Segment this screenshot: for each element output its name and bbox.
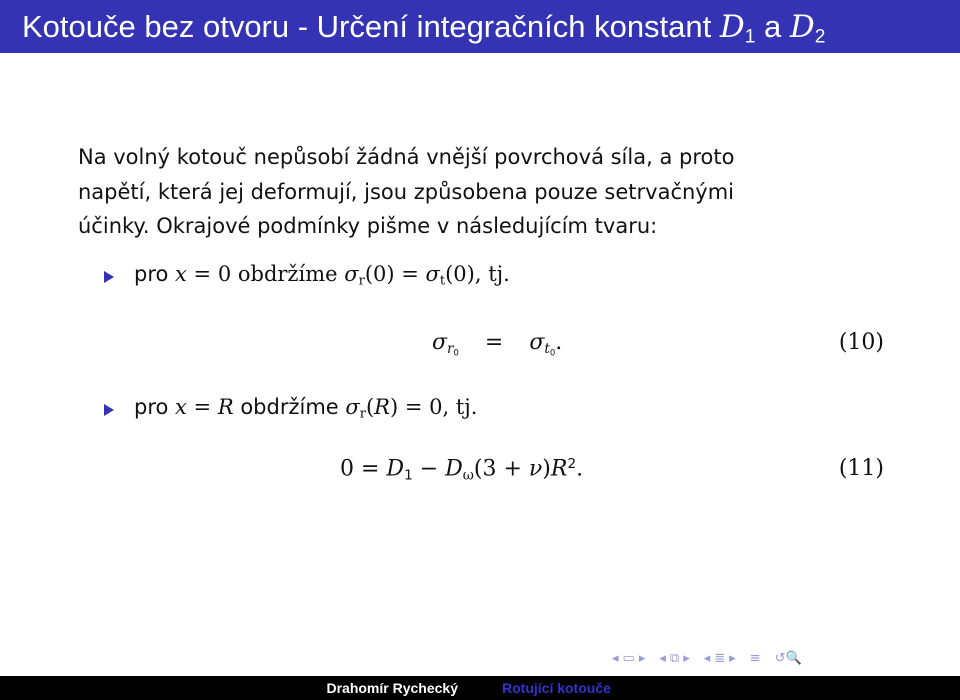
nav-prev-subsection-icon[interactable]: ◂ (659, 650, 666, 666)
slide-title (22, 0, 825, 53)
nav-frame-icon[interactable]: ▭ (622, 650, 635, 666)
equation-11: $0 = D_1 - D_\omega(3 + \nu)R^2$. (340, 456, 584, 484)
intro-paragraph (78, 140, 858, 244)
nav-next-subsection-icon[interactable]: ▸ (683, 650, 690, 666)
nav-search-icon[interactable]: ↺🔍 (774, 650, 802, 666)
title-prefix: Kotouče bez otvoru - Určení integračních konstant (22, 9, 720, 44)
equation-10-number: (10) (838, 330, 884, 355)
nav-next-frame-icon[interactable]: ▸ (638, 650, 646, 666)
bullet-item-x-r: pro x = R obdržíme $\sigma_r(R) = 0$, tj. (134, 395, 478, 422)
title-and: a (755, 9, 790, 44)
nav-prev-frame-icon[interactable]: ◂ (612, 650, 619, 666)
nav-prev-section-icon[interactable]: ◂ (703, 650, 711, 666)
footer-author: Drahomír Rychecký (0, 676, 480, 700)
nav-align-icon[interactable]: ≡ (749, 650, 761, 666)
bullet-triangle-icon (104, 404, 114, 416)
slide-title-bar (0, 0, 960, 53)
title-var-d1: D (719, 9, 745, 45)
intro-line-3: účinky. Okrajové podmínky pišme v následujícím tvaru: (78, 214, 658, 238)
intro-line-1: Na volný kotouč nepůsobí žádná vnější povrchová síla, a proto (78, 145, 735, 169)
title-sub-1: 1 (744, 26, 756, 48)
bullet-triangle-icon (104, 271, 114, 283)
equation-10: $\sigma_{r_0} = \sigma_{t_0}$. (432, 330, 563, 358)
title-var-d2: D (789, 9, 815, 45)
title-sub-2: 2 (814, 26, 826, 48)
nav-subsection-icon[interactable]: ⧉ (669, 650, 680, 666)
equation-11-number: (11) (838, 456, 884, 481)
bullet-item-x-zero: pro x = 0 obdržíme $\sigma_r(0) = \sigma_t(0)$, tj. (134, 262, 510, 289)
nav-section-icon[interactable]: ≣ (714, 650, 726, 666)
intro-line-2: napětí, která jej deformují, jsou způsobena pouze setrvačnými (78, 179, 735, 204)
beamer-navigation-bar (612, 648, 802, 668)
nav-next-section-icon[interactable]: ▸ (729, 650, 736, 666)
footer-topic: Rotující kotouče (480, 676, 960, 700)
slide-footer (0, 676, 960, 700)
